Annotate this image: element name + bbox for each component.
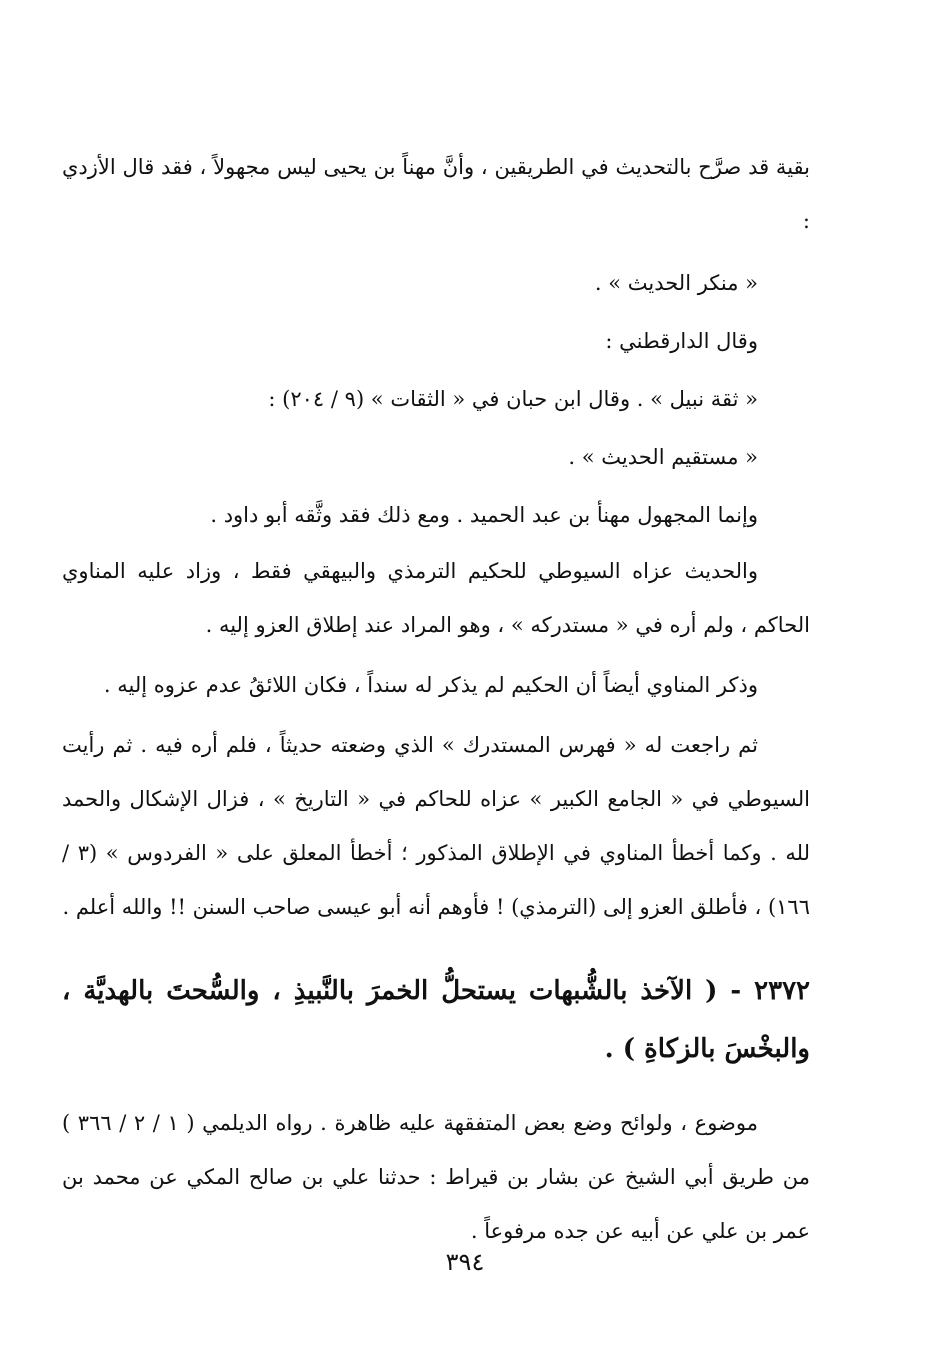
- paragraph: وقال الدارقطني :: [605, 329, 758, 353]
- page-body: [62, 140, 810, 1264]
- quoted-text: « مستقيم الحديث » .: [568, 445, 758, 469]
- hadith-body: موضوع ، ولوائح وضع بعض المتفقهة عليه ظاهرة . رواه الديلمي ( ١ / ٢ / ٣٦٦ ) من طريق أبي الشيخ عن بشار بن قيراط : حدثنا علي بن صالح المكي عن محمد بن عمر بن علي عن أبيه عن جده مرفوعاً .: [62, 1111, 810, 1243]
- paragraph: والحديث عزاه السيوطي للحكيم الترمذي والبيهقي فقط ، وزاد عليه المناوي الحاكم ، ولم أره في « مستدركه » ، وهو المراد عند إطلاق العزو إليه .: [62, 559, 810, 637]
- quoted-text: « منكر الحديث » .: [594, 271, 758, 295]
- paragraph: وذكر المناوي أيضاً أن الحكيم لم يذكر له سنداً ، فكان اللائقُ عدم عزوه إليه .: [103, 673, 758, 697]
- hadith-heading: ٢٣٧٢ - ( الآخذ بالشُّبهات يستحلُّ الخمرَ بالنَّبيذِ ، والسُّحتَ بالهديَّة ، والبخْسَ بالزكاةِ ) .: [62, 976, 810, 1064]
- paragraph: ثم راجعت له « فهرس المستدرك » الذي وضعته حديثاً ، فلم أره فيه . ثم رأيت السيوطي في « الجامع الكبير » عزاه للحاكم في « التاريخ » ، فزال الإشكال والحمد لله . وكما أخطأ المناوي في الإطلاق المذكور ؛ أخطأ المعلق على « الفردوس » (٣ / ١٦٦) ، فأطلق العزو إلى (الترمذي) ! فأوهم أنه أبو عيسى صاحب السنن !! والله أعلم .: [62, 733, 810, 919]
- paragraph: وإنما المجهول مهنأ بن عبد الحميد . ومع ذلك فقد وثَّقه أبو داود .: [210, 503, 758, 527]
- quoted-text: « ثقة نبيل » . وقال ابن حبان في « الثقات » (٩ / ٢٠٤) :: [268, 387, 758, 411]
- page-number: ٣٩٤: [445, 1248, 485, 1276]
- paragraph: بقية قد صرَّح بالتحديث في الطريقين ، وأنَّ مهناً بن يحيى ليس مجهولاً ، فقد قال الأزدي :: [62, 155, 810, 233]
